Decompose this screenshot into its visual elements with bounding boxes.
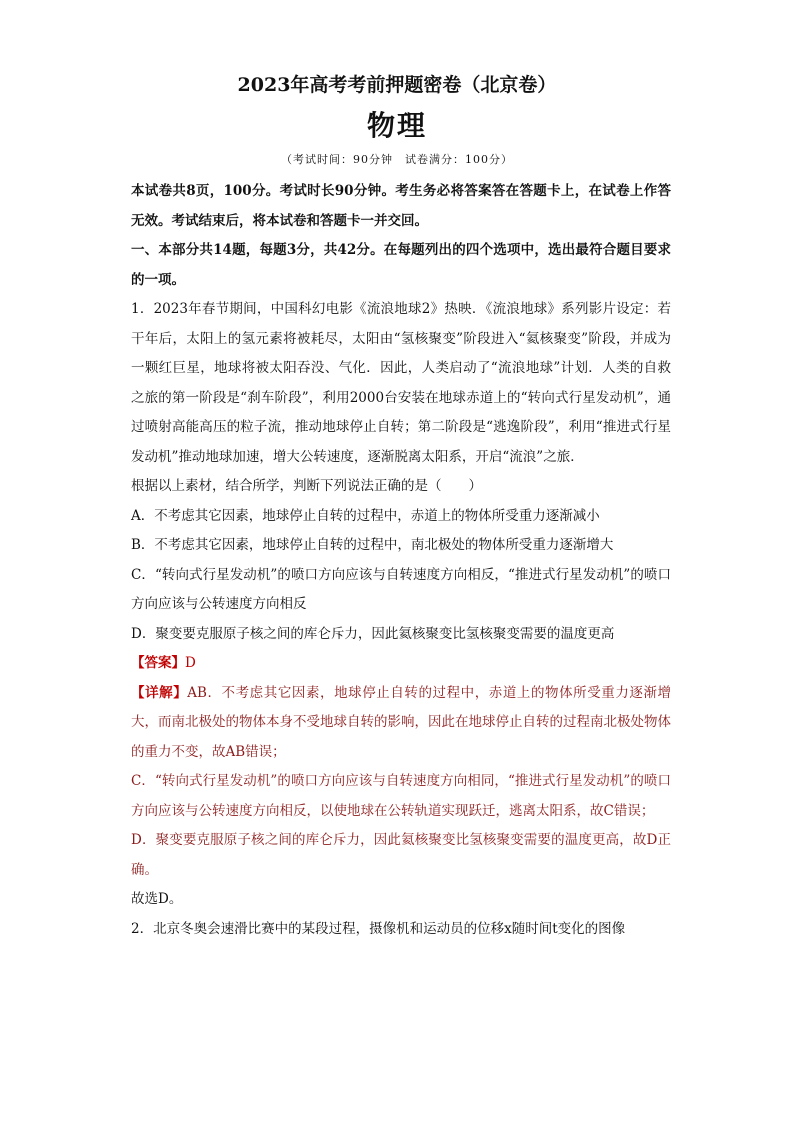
exam-title: 2023年高考考前押题密卷（北京卷）	[237, 74, 557, 96]
conclusion: 故选D。	[131, 891, 183, 907]
option-b: B．不考虑其它因素，地球停止自转的过程中，南北极处的物体所受重力逐渐增大	[131, 537, 614, 553]
option-a: A．不考虑其它因素，地球停止自转的过程中，赤道上的物体所受重力逐渐减小	[131, 507, 600, 524]
instructions: 本试卷共8页，100分。考试时长90分钟。考生务必将答案答在答题卡上，在试卷上作答无效。考试结束后，将本试卷和答题卡一并交回。	[131, 183, 671, 229]
subject-title: 物理	[366, 109, 427, 142]
option-c: C．“转向式行星发动机”的喷口方向应该与自转速度方向相反，“推进式行星发动机”的喷口方向应该与公转速度方向相反	[131, 566, 671, 612]
exam-info: （考试时间：90分钟 试卷满分：100分）	[281, 153, 513, 166]
detail-label: 【详解】	[131, 684, 188, 701]
question-2-stem: 2．北京冬奥会速滑比赛中的某段过程，摄像机和运动员的位移x随时间t变化的图像	[131, 920, 626, 937]
option-d: D．聚变要克服原子核之间的库仑斥力，因此氦核聚变比氢核聚变需要的温度更高	[131, 625, 615, 642]
section-heading: 一、本部分共14题，每题3分，共42分。在每题列出的四个选项中，选出最符合题目要求的一项。	[131, 242, 671, 288]
exam-content	[131, 177, 671, 944]
answer-line	[131, 649, 671, 679]
detail-d: D．聚变要克服原子核之间的库仑斥力，因此氦核聚变比氢核聚变需要的温度更高，故D正确。	[131, 832, 671, 878]
answer-value: D	[185, 655, 196, 671]
question-1-stem: 1．2023年春节期间，中国科幻电影《流浪地球2》热映．《流浪地球》系列影片设定：若干年后，太阳上的氢元素将被耗尽，太阳由“氢核聚变”阶段进入“氦核聚变”阶段，并成为一颗红巨星，地球将被太阳吞没、气化．因此，人类启动了“流浪地球”计划．人类的自救之旅的第一阶段是“刹车阶段”，利用2000台安装在地球赤道上的“转向式行星发动机”，通过喷射高能高压的粒子流，推动地球停止自转；第二阶段是“逃逸阶段”，利用“推进式行星发动机”推动地球加速，增大公转速度，逐渐脱离太阳系，开启“流浪”之旅．	[131, 301, 671, 465]
detail-ab	[131, 679, 671, 768]
detail-ab-text: AB．不考虑其它因素，地球停止自转的过程中，赤道上的物体所受重力逐渐增大，而南北极处的物体本身不受地球自转的影响，因此在地球停止自转的过程南北极处物体的重力不变，故AB错误；	[131, 684, 672, 760]
question-1-prompt: 根据以上素材，结合所学，判断下列说法正确的是（ ）	[131, 478, 482, 494]
answer-label: 【答案】	[131, 655, 185, 671]
detail-c: C．“转向式行星发动机”的喷口方向应该与自转速度方向相同，“推进式行星发动机”的喷口方向应该与公转速度方向相反，以使地球在公转轨道实现跃迁，逃离太阳系，故C错误；	[131, 773, 671, 819]
